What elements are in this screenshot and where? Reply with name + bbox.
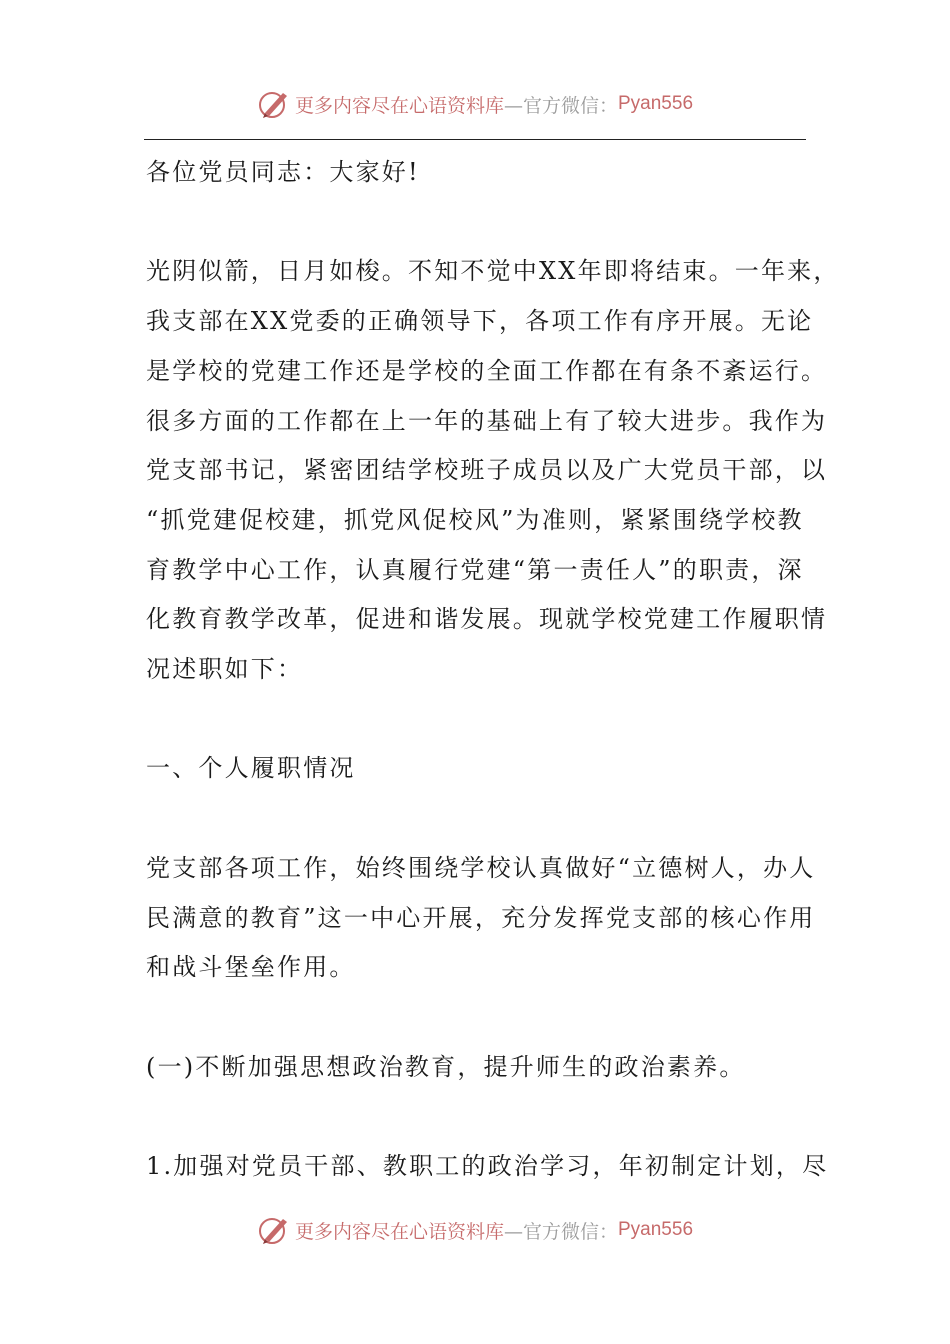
text-line: 育教学中心工作，认真履行党建“第一责任人”的职责，深 [146, 555, 804, 584]
text-line: 一、个人履职情况 [146, 754, 356, 783]
text-line: “抓党建促校建，抓党风促校风”为准则，紧紧围绕学校教 [146, 505, 804, 534]
watermark-separator: —官方微信： [503, 94, 618, 117]
watermark-separator: —官方微信： [503, 1220, 618, 1243]
text-line: 况述职如下： [146, 655, 304, 684]
watermark-brand: 更多内容尽在心语资料库 [294, 94, 504, 117]
header-watermark [0, 84, 950, 124]
watermark-brand: 更多内容尽在心语资料库 [294, 1220, 504, 1243]
pen-logo-icon [257, 1213, 291, 1247]
text-line: 各位党员同志：大家好! [146, 158, 420, 186]
document-body [146, 148, 840, 1192]
text-line: 很多方面的工作都在上一年的基础上有了较大进步。我作为 [146, 406, 828, 435]
text-line: 光阴似箭，日月如梭。不知不觉中XX年即将结束。一年来， [146, 257, 840, 286]
text-line: (一)不断加强思想政治教育，提升师生的政治素养。 [146, 1052, 746, 1081]
text-line: 化教育教学改革，促进和谐发展。现就学校党建工作履职情 [146, 605, 828, 634]
text-line: 1.加强对党员干部、教职工的政治学习，年初制定计划，尽 [146, 1151, 829, 1180]
greeting [146, 148, 808, 198]
subsection-heading [146, 1043, 808, 1093]
section-heading [146, 744, 808, 794]
section-paragraph [146, 844, 816, 993]
header-divider [144, 139, 806, 140]
text-line: 民满意的教育”这一中心开展，充分发挥党支部的核心作用 [146, 903, 816, 932]
text-line: 是学校的党建工作还是学校的全面工作都在有条不紊运行。 [146, 356, 828, 385]
intro-paragraph [146, 247, 840, 694]
list-item [146, 1142, 829, 1192]
text-line: 我支部在XX党委的正确领导下，各项工作有序开展。无论 [146, 307, 814, 336]
pen-logo-icon [257, 87, 291, 121]
text-line: 党支部书记，紧密团结学校班子成员以及广大党员干部，以 [146, 456, 828, 485]
text-line: 和战斗堡垒作用。 [146, 953, 356, 982]
text-line: 党支部各项工作，始终围绕学校认真做好“立德树人，办人 [146, 853, 816, 882]
watermark-wechat-id: Pyan556 [618, 93, 694, 114]
watermark-wechat-id: Pyan556 [618, 1219, 694, 1240]
footer-watermark [0, 1210, 950, 1250]
